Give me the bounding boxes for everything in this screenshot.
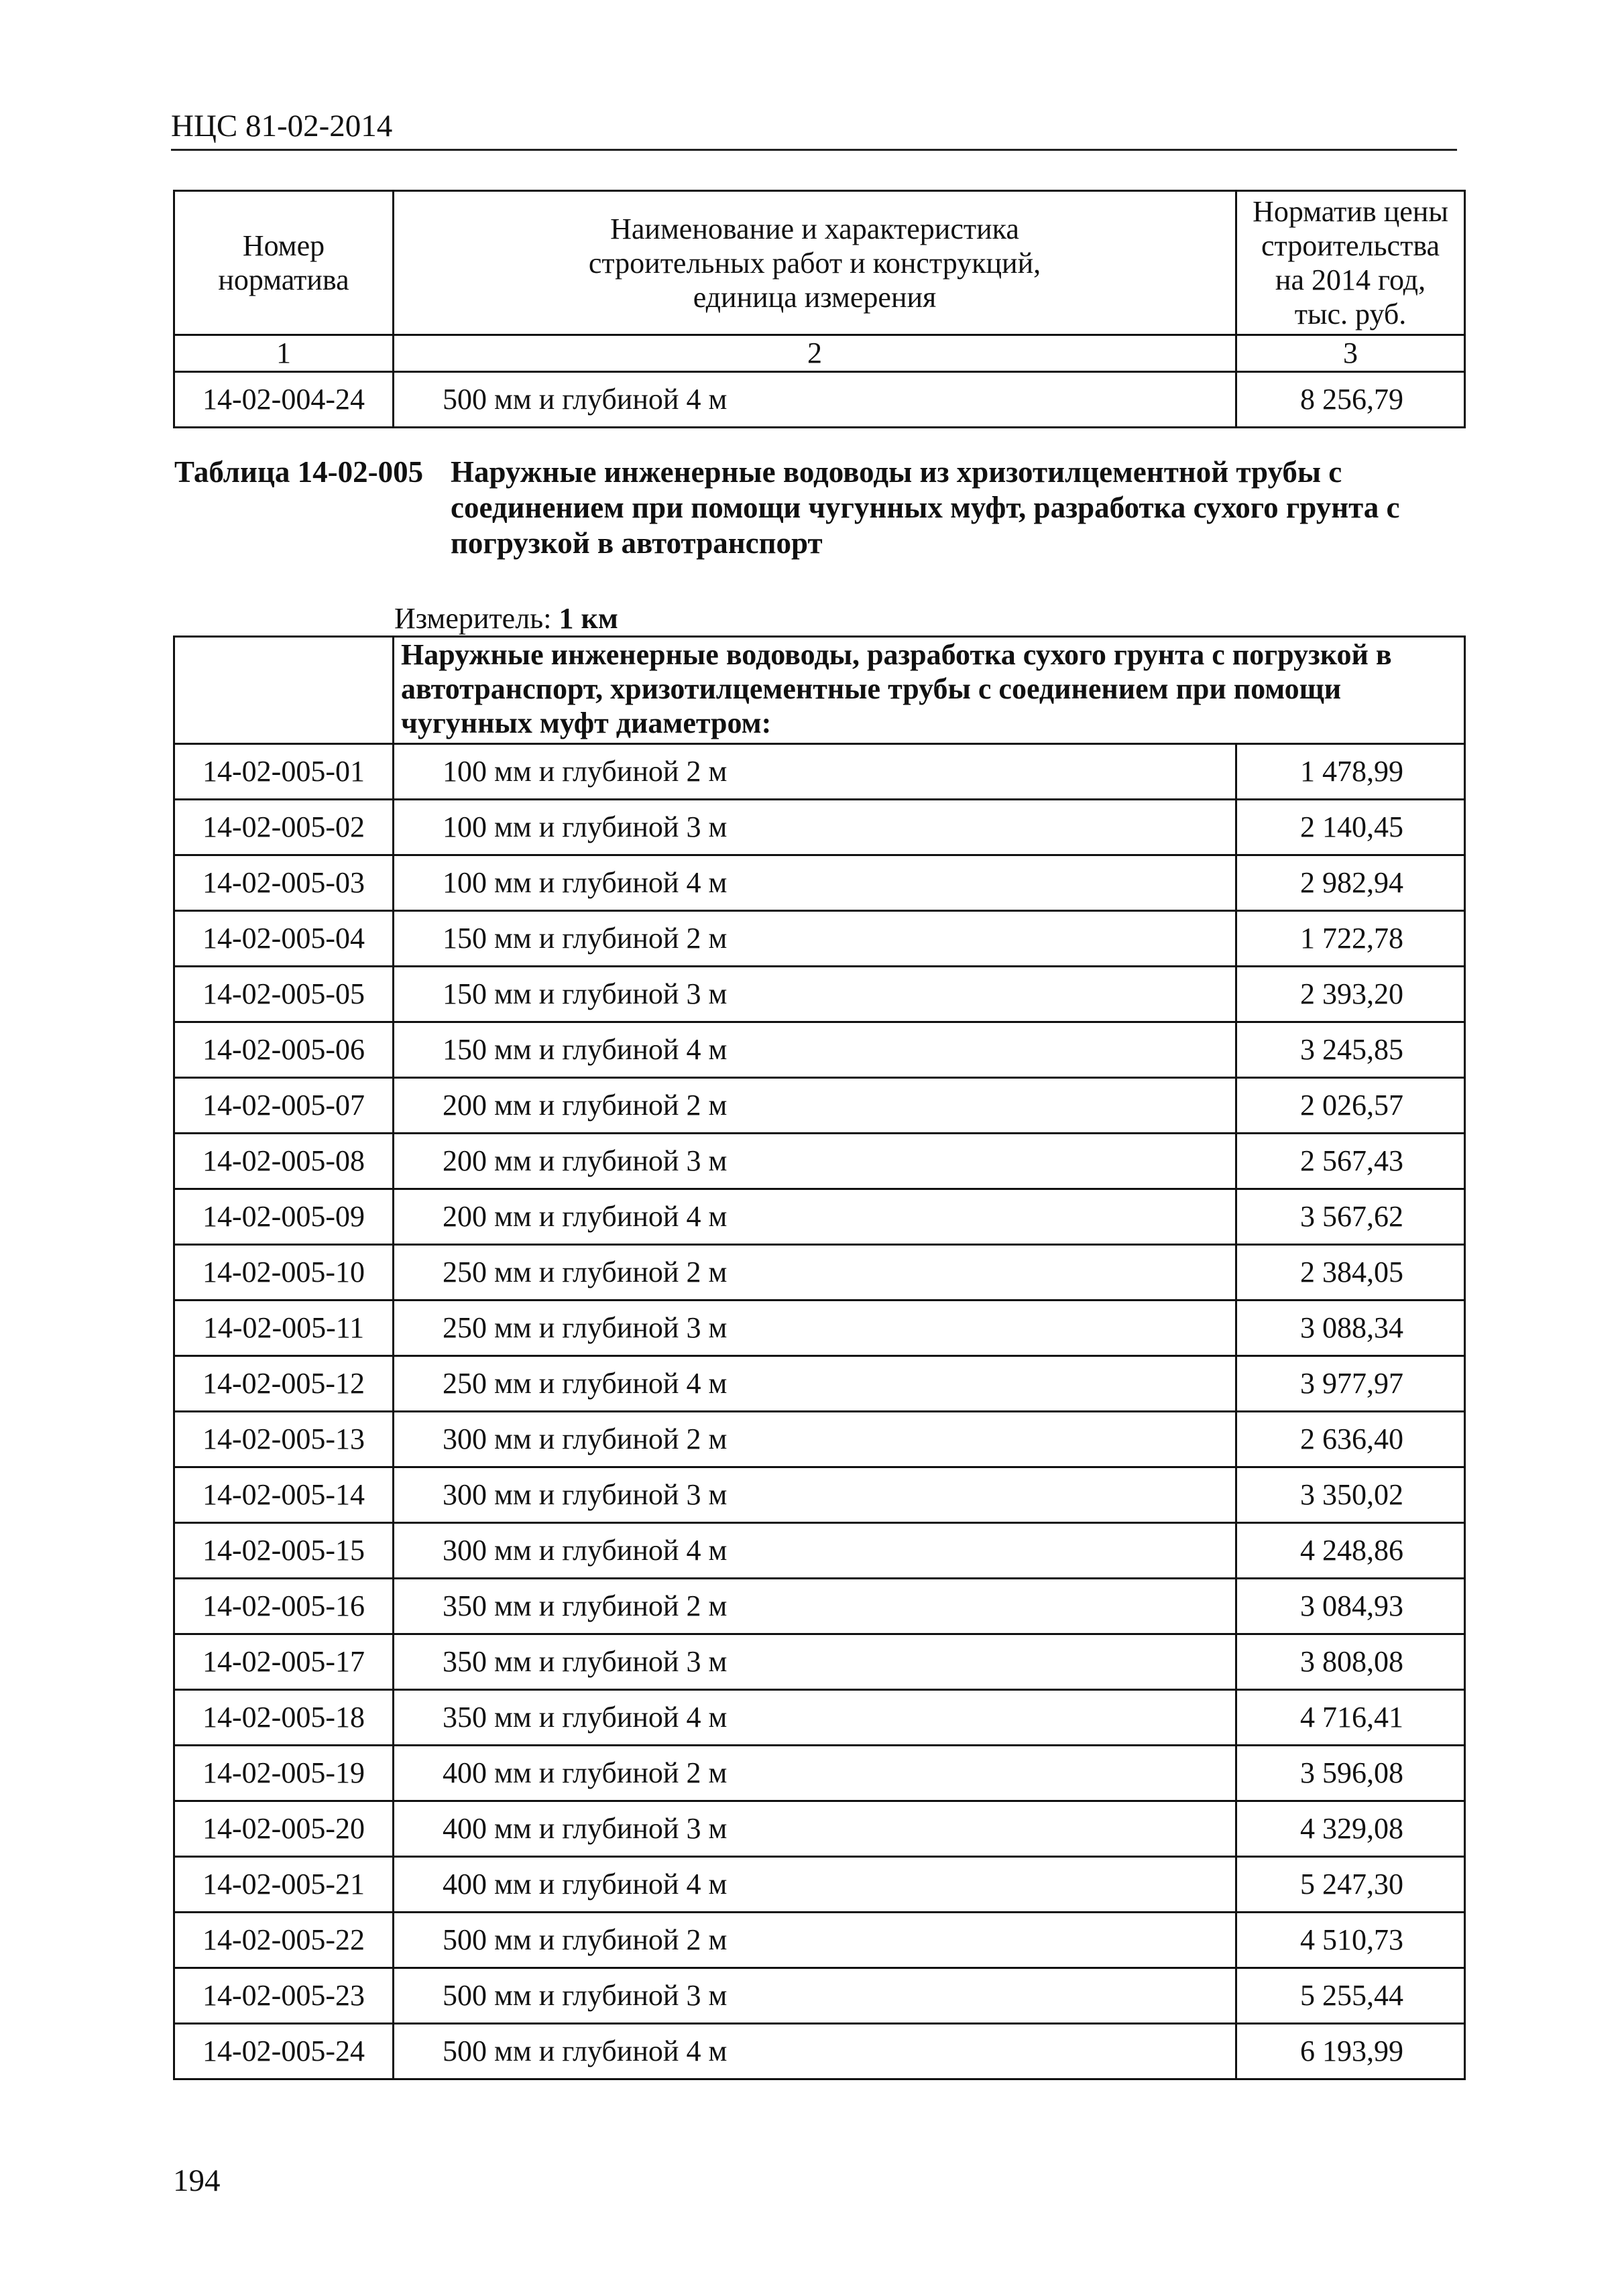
row-code: 14-02-005-01 [174,744,394,800]
unit-value: 1 км [559,602,618,635]
table-row [174,1412,1465,1467]
row-name: 100 мм и глубиной 2 м [394,744,1236,800]
row-name: 150 мм и глубиной 4 м [394,1022,1236,1078]
row-name: 350 мм и глубиной 3 м [394,1634,1236,1690]
table-row [174,1579,1465,1634]
column-index-2: 2 [394,335,1236,372]
group-title: Наружные инженерные водоводы, разработка сухого грунта с погрузкой в автотранспорт, хризотилцементные трубы с соединением при помощи чугунных муфт диаметром: [394,637,1465,744]
row-name: 250 мм и глубиной 2 м [394,1245,1236,1301]
row-code: 14-02-005-03 [174,855,394,911]
table-row [174,744,1465,800]
group-header-row [174,637,1465,744]
row-code: 14-02-005-06 [174,1022,394,1078]
row-name: 500 мм и глубиной 4 м [394,372,1236,428]
table-row [174,372,1465,428]
column-header-name [394,191,1236,335]
table-row [174,1301,1465,1356]
row-code: 14-02-005-02 [174,800,394,855]
table-row [174,1913,1465,1968]
row-code: 14-02-005-05 [174,967,394,1022]
table-row [174,1467,1465,1523]
table-title: Наружные инженерные водоводы из хризотилцементной трубы с соединением при помощи чугунных муфт, разработка сухого грунта с погрузкой в автотранспорт [451,455,1400,560]
table-row [174,1189,1465,1245]
table-row [174,1801,1465,1857]
row-value: 3 977,97 [1236,1356,1465,1412]
column-index-3: 3 [1236,335,1465,372]
row-value: 2 384,05 [1236,1245,1465,1301]
row-code: 14-02-005-18 [174,1690,394,1746]
row-name: 400 мм и глубиной 2 м [394,1746,1236,1801]
table-row [174,1690,1465,1746]
row-code: 14-02-005-17 [174,1634,394,1690]
row-value: 2 026,57 [1236,1078,1465,1134]
row-name: 200 мм и глубиной 3 м [394,1134,1236,1189]
unit-of-measure [394,602,618,636]
row-name: 350 мм и глубиной 4 м [394,1690,1236,1746]
page-number: 194 [173,2163,221,2198]
row-value: 3 084,93 [1236,1579,1465,1634]
row-code: 14-02-005-11 [174,1301,394,1356]
table-row [174,1523,1465,1579]
table-row [174,1134,1465,1189]
row-name: 500 мм и глубиной 4 м [394,2024,1236,2079]
row-code: 14-02-005-20 [174,1801,394,1857]
row-value: 4 716,41 [1236,1690,1465,1746]
table-row [174,911,1465,967]
table-row [174,2024,1465,2079]
row-name: 200 мм и глубиной 4 м [394,1189,1236,1245]
header-divider [171,149,1457,151]
table-row [174,855,1465,911]
norms-table [173,636,1466,2080]
table-row [174,1857,1465,1913]
row-value: 1 722,78 [1236,911,1465,967]
row-name: 300 мм и глубиной 4 м [394,1523,1236,1579]
column-header-number-text: Номер норматива [218,229,349,296]
row-name: 100 мм и глубиной 4 м [394,855,1236,911]
table-row [174,1634,1465,1690]
row-name: 350 мм и глубиной 2 м [394,1579,1236,1634]
document-code: НЦС 81-02-2014 [171,109,393,143]
row-name: 400 мм и глубиной 3 м [394,1801,1236,1857]
table-row [174,1245,1465,1301]
column-header-price-text: Норматив цены строительства на 2014 год, тыс. руб. [1253,195,1448,330]
row-value: 2 636,40 [1236,1412,1465,1467]
row-name: 300 мм и глубиной 3 м [394,1467,1236,1523]
row-value: 2 140,45 [1236,800,1465,855]
row-name: 500 мм и глубиной 2 м [394,1913,1236,1968]
row-value: 6 193,99 [1236,2024,1465,2079]
row-code: 14-02-005-10 [174,1245,394,1301]
row-code: 14-02-005-16 [174,1579,394,1634]
row-name: 150 мм и глубиной 3 м [394,967,1236,1022]
row-code: 14-02-005-19 [174,1746,394,1801]
row-value: 5 247,30 [1236,1857,1465,1913]
row-code: 14-02-005-23 [174,1968,394,2024]
table-row [174,1356,1465,1412]
column-index-1: 1 [174,335,394,372]
row-code: 14-02-005-09 [174,1189,394,1245]
row-value: 2 393,20 [1236,967,1465,1022]
row-name: 250 мм и глубиной 3 м [394,1301,1236,1356]
row-name: 250 мм и глубиной 4 м [394,1356,1236,1412]
row-value: 3 596,08 [1236,1746,1465,1801]
row-name: 500 мм и глубиной 3 м [394,1968,1236,2024]
row-value: 3 088,34 [1236,1301,1465,1356]
table-number: Таблица 14-02-005 [174,455,424,489]
row-value: 4 248,86 [1236,1523,1465,1579]
row-code: 14-02-005-04 [174,911,394,967]
table-row [174,1078,1465,1134]
row-code: 14-02-005-14 [174,1467,394,1523]
row-value: 3 567,62 [1236,1189,1465,1245]
row-name: 400 мм и глубиной 4 м [394,1857,1236,1913]
row-value: 3 245,85 [1236,1022,1465,1078]
row-code: 14-02-005-24 [174,2024,394,2079]
row-value: 2 982,94 [1236,855,1465,911]
row-value: 1 478,99 [1236,744,1465,800]
group-empty-cell [174,637,394,744]
table-row [174,1022,1465,1078]
column-index-row [174,335,1465,372]
row-code: 14-02-005-12 [174,1356,394,1412]
row-name: 150 мм и глубиной 2 м [394,911,1236,967]
row-code: 14-02-005-08 [174,1134,394,1189]
column-header-price [1236,191,1465,335]
table-row [174,1968,1465,2024]
row-value: 4 329,08 [1236,1801,1465,1857]
row-value: 4 510,73 [1236,1913,1465,1968]
table-row [174,800,1465,855]
column-header-name-text: Наименование и характеристика строительных работ и конструкций, единица измерения [588,212,1041,314]
row-value: 3 808,08 [1236,1634,1465,1690]
row-name: 300 мм и глубиной 2 м [394,1412,1236,1467]
row-value: 8 256,79 [1236,372,1465,428]
row-code: 14-02-005-15 [174,1523,394,1579]
row-name: 200 мм и глубиной 2 м [394,1078,1236,1134]
column-header-row [174,191,1465,335]
row-value: 2 567,43 [1236,1134,1465,1189]
continuation-table [173,190,1466,428]
table-row [174,967,1465,1022]
row-name: 100 мм и глубиной 3 м [394,800,1236,855]
row-code: 14-02-005-22 [174,1913,394,1968]
table-row [174,1746,1465,1801]
unit-label: Измеритель: [394,602,552,635]
row-code: 14-02-005-13 [174,1412,394,1467]
row-value: 5 255,44 [1236,1968,1465,2024]
row-code: 14-02-005-21 [174,1857,394,1913]
column-header-number [174,191,394,335]
row-code: 14-02-004-24 [174,372,394,428]
row-value: 3 350,02 [1236,1467,1465,1523]
row-code: 14-02-005-07 [174,1078,394,1134]
